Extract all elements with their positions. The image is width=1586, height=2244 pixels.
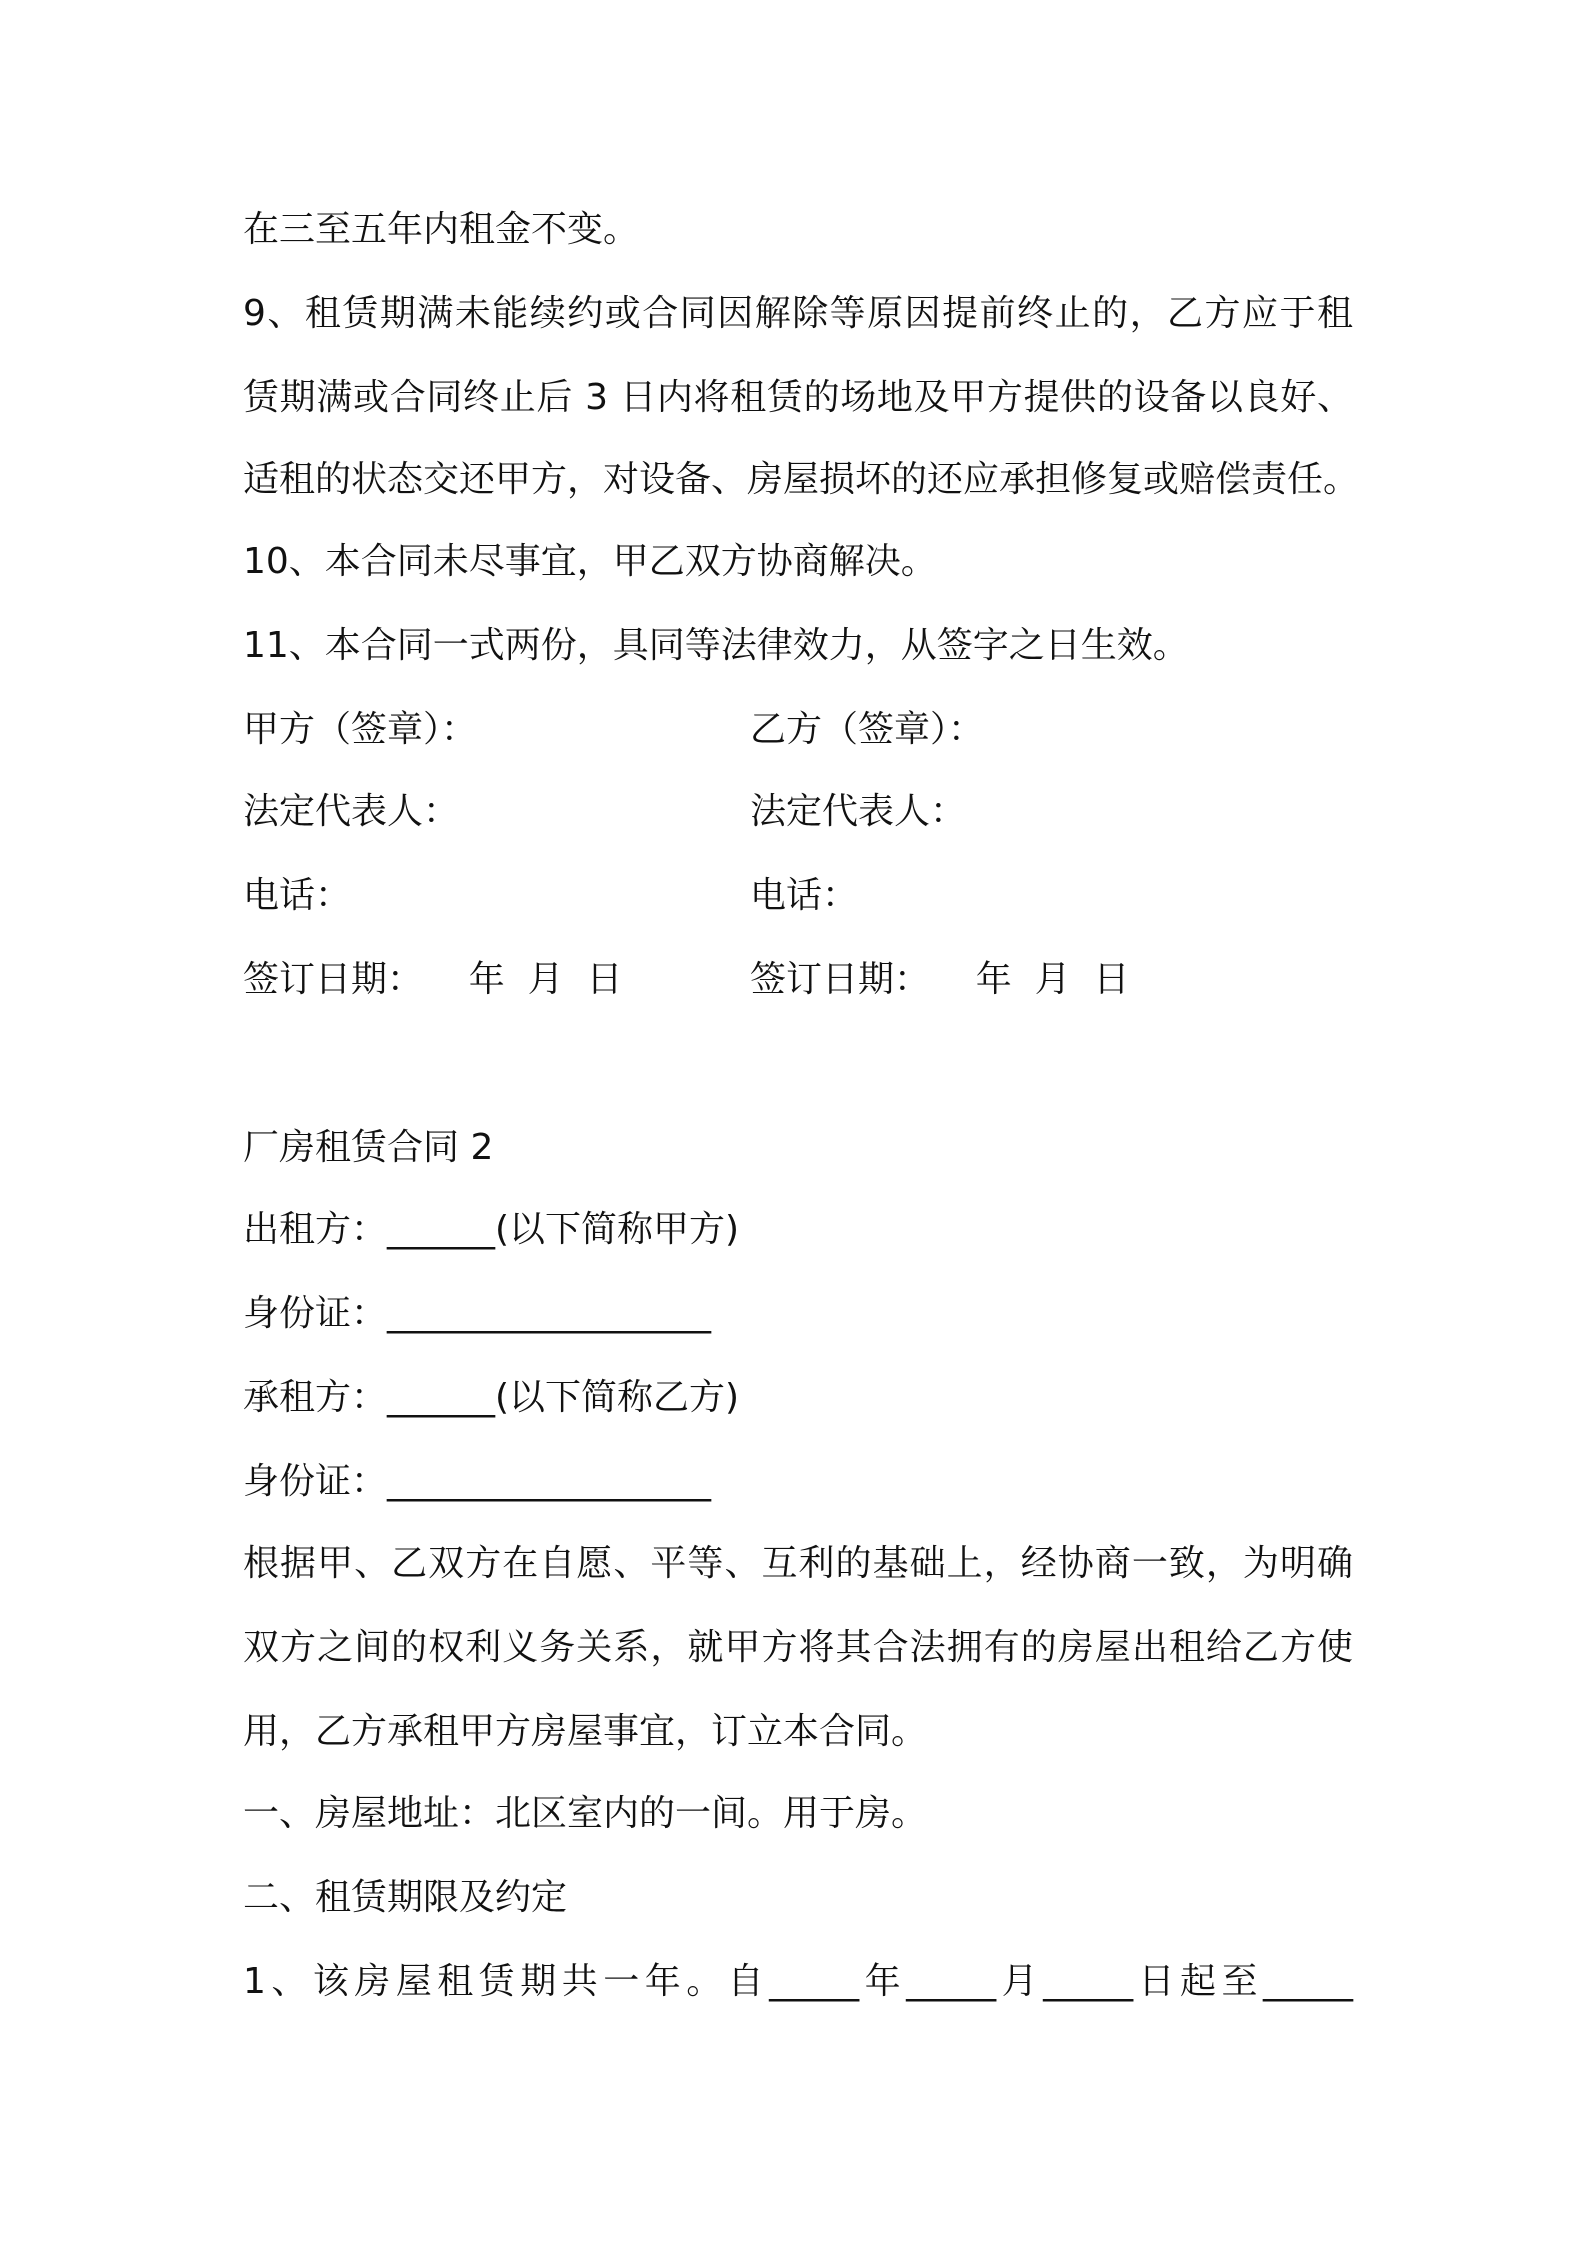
text-line: 9、租赁期满未能续约或合同因解除等原因提前终止的，乙方应于租 — [243, 293, 1353, 334]
paragraph-line: 双方之间的权利义务关系，就甲方将其合法拥有的房屋出租给乙方使 — [243, 1627, 1353, 1668]
section-title: 厂房租赁合同 2 — [243, 1127, 494, 1168]
text-line: 在三至五年内租金不变。 — [243, 209, 640, 250]
party-b-sign: 乙方（签章）： — [750, 709, 985, 750]
paragraph-line: 根据甲、乙双方在自愿、平等、互利的基础上，经协商一致，为明确 — [243, 1543, 1353, 1584]
party-b-phone: 电话： — [750, 875, 859, 916]
text-line: 适租的状态交还甲方，对设备、房屋损坏的还应承担修复或赔偿责任。 — [243, 459, 1360, 500]
clause-line: 1、该房屋租赁期共一年。自_____年_____月_____日起至_____ — [243, 1961, 1353, 2002]
lessee-line: 承租方：______(以下简称乙方) — [243, 1377, 740, 1418]
party-a-representative: 法定代表人： — [243, 791, 460, 832]
party-b-representative: 法定代表人： — [750, 791, 967, 832]
party-a-phone: 电话： — [243, 875, 352, 916]
text-line: 11、本合同一式两份，具同等法律效力，从签字之日生效。 — [243, 625, 1189, 666]
party-a-date: 签订日期： 年 月 日 — [243, 959, 623, 1000]
id-line: 身份证：__________________ — [243, 1461, 712, 1502]
text-line: 赁期满或合同终止后 3 日内将租赁的场地及甲方提供的设备以良好、 — [243, 377, 1353, 418]
lessor-line: 出租方：______(以下简称甲方) — [243, 1209, 740, 1250]
clause-line: 一、房屋地址：北区室内的一间。用于房。 — [243, 1793, 928, 1834]
clause-line: 二、租赁期限及约定 — [243, 1877, 568, 1918]
id-line: 身份证：__________________ — [243, 1293, 712, 1334]
party-a-sign: 甲方（签章）： — [243, 709, 478, 750]
paragraph-line: 用，乙方承租甲方房屋事宜，订立本合同。 — [243, 1711, 928, 1752]
party-b-date: 签订日期： 年 月 日 — [750, 959, 1130, 1000]
text-line: 10、本合同未尽事宜，甲乙双方协商解决。 — [243, 541, 937, 582]
